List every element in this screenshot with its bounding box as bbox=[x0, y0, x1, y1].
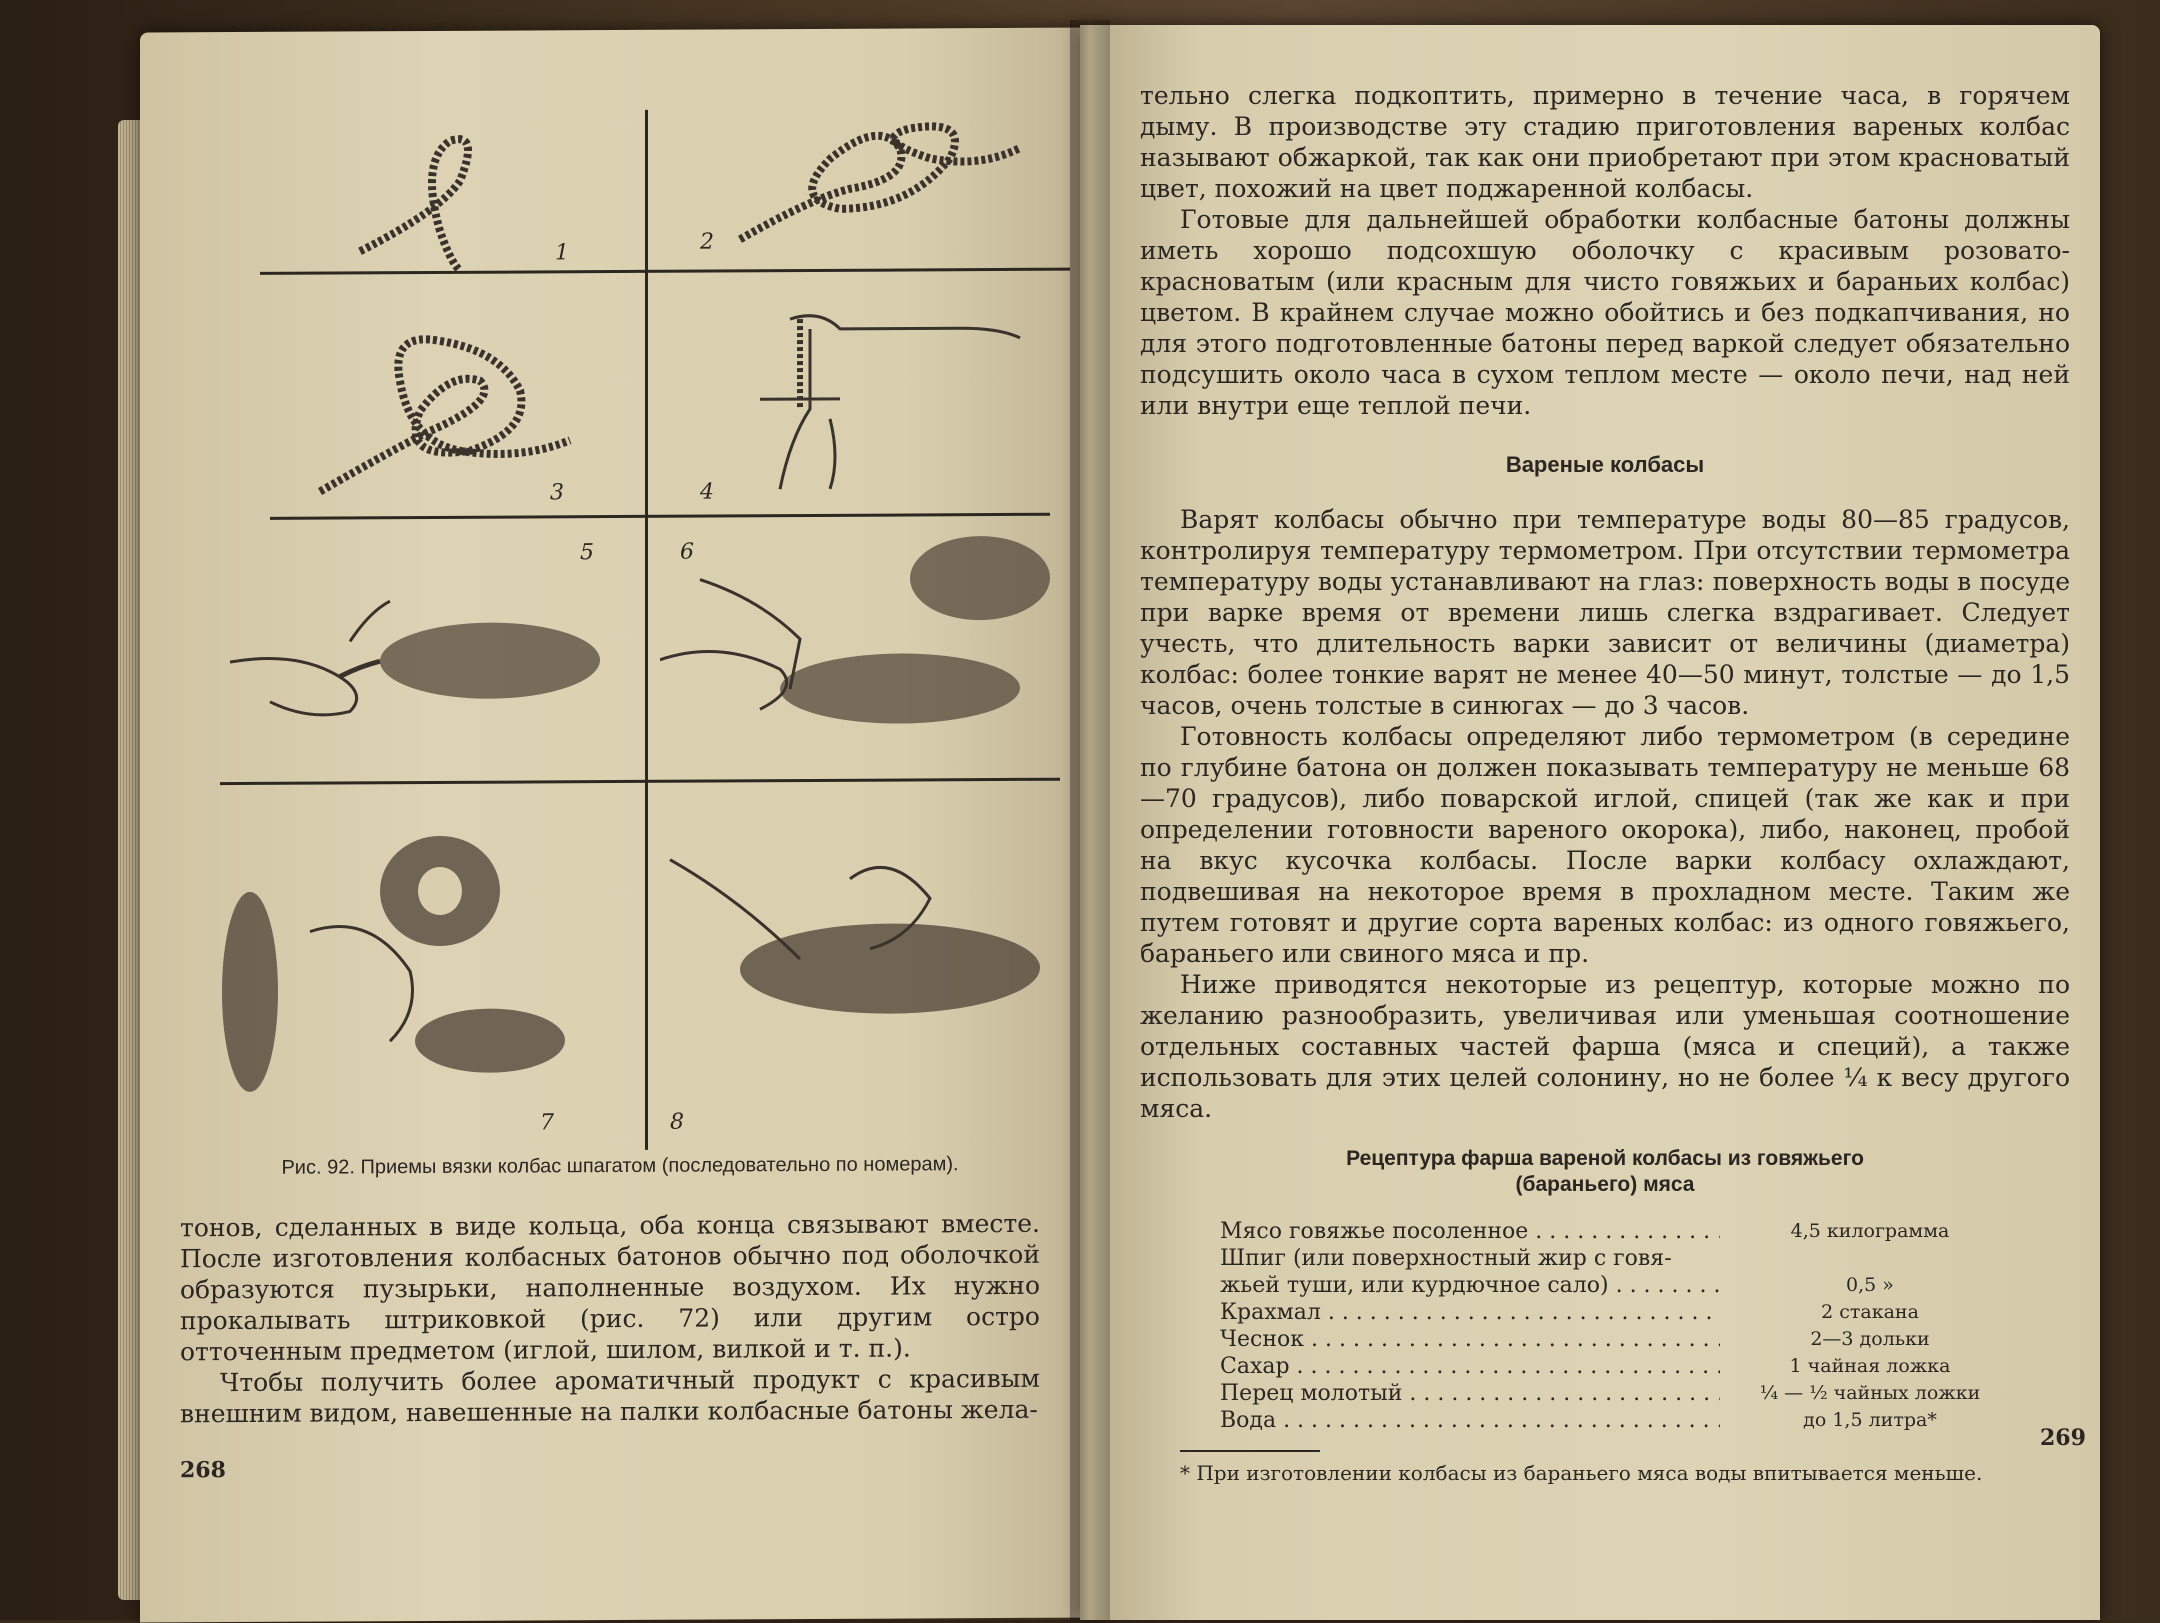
page-number-right: 269 bbox=[2040, 1425, 2086, 1451]
ingredient-name: Перец молотый . . . bbox=[1220, 1380, 1720, 1407]
recipe-row bbox=[1220, 1407, 2040, 1434]
left-page-text bbox=[180, 1208, 1040, 1430]
right-paragraph-5: Ниже приводятся некоторые из рецептур, которые можно по желанию разнообразить, увеличивая или уменьшая соотношение отдельных составных частей фарша (мяса и специй), а также использовать для этих целей солонину, но не более ¼ к весу другого мяса. bbox=[1140, 970, 2070, 1123]
footnote-divider bbox=[1180, 1450, 1320, 1452]
page-number-left: 268 bbox=[180, 1457, 226, 1484]
figure-number-4: 4 bbox=[700, 479, 714, 505]
figure-divider-3 bbox=[220, 778, 1060, 785]
ingredient-name: Шпиг (или поверхностный жир с говя- bbox=[1220, 1246, 1672, 1271]
section-heading: Вареные колбасы bbox=[1505, 452, 1705, 477]
recipe-row bbox=[1220, 1326, 2040, 1353]
figure-number-1: 1 bbox=[555, 240, 569, 266]
recipe-title-line-1: Рецептура фарша вареной колбасы из говяжьего bbox=[1346, 1147, 1864, 1170]
right-paragraph-3: Варят колбасы обычно при температуре воды 80—85 градусов, контролируя температуру термометром. При отсутствии термометра температуру воды устанавливают на глаз: поверхность воды в посуде при варке время от времени лишь слегка вздрагивает. Следует учесть, что длительность варки зависит от величины (диаметра) колбас: более тонкие варят не менее 40—50 минут, толстые — до 1,5 часов, очень толстые в синюгах — до 3 часов. bbox=[1140, 505, 2070, 720]
ingredient-name: Мясо говяжье посоленное . . . bbox=[1220, 1218, 1720, 1245]
recipe-row bbox=[1220, 1299, 2040, 1326]
recipe-row bbox=[1220, 1272, 2040, 1299]
recipe-title bbox=[1140, 1146, 2070, 1198]
ingredient-qty: 2—3 дольки bbox=[1810, 1328, 1930, 1350]
left-paragraph-2: Чтобы получить более ароматичный продукт с красивым внешним видом, навешенные на палки колбасные батоны жела- bbox=[180, 1363, 1040, 1429]
right-page bbox=[1080, 25, 2100, 1620]
ingredient-name: Вода . . . bbox=[1220, 1407, 1720, 1434]
recipe-title-line-2: (бараньего) мяса bbox=[1515, 1173, 1695, 1196]
right-paragraph-4: Готовность колбасы определяют либо термометром (в середине по глубине батона он должен показывать температуру не меньше 68—70 градусов), либо поварской иглой, спицей (так же как и при определении готовности вареного окорока), либо, наконец, пробой на вкус кусочка колбасы. После варки колбасу охлаждают, подвешивая на некоторое время в прохладном месте. Таким же путем готовят и другие сорта вареных колбас: из одного говяжьего, бараньего или свиного мяса и пр. bbox=[1140, 722, 2070, 968]
ingredient-name: Чеснок . . . bbox=[1220, 1326, 1720, 1353]
recipe-row bbox=[1220, 1245, 2040, 1272]
ingredient-qty: 1 чайная ложка bbox=[1789, 1355, 1951, 1377]
right-paragraph-2: Готовые для дальнейшей обработки колбасные батоны должны иметь хорошо подсохшую оболочку с красивым розовато-красноватым (или красным для чисто говяжьих и бараньих колбас) цветом. В крайнем случае можно обойтись и без подкапчивания, но для этого подготовленные батоны перед варкой следует обязательно подсушить около часа в сухом теплом месте — около печи, над ней или внутри еще теплой печи. bbox=[1140, 205, 2070, 420]
recipe-list bbox=[1220, 1218, 2040, 1434]
figure-number-6: 6 bbox=[680, 539, 694, 565]
ingredient-name: Сахар . . . bbox=[1220, 1353, 1720, 1380]
footnote: * При изготовлении колбасы из бараньего мяса воды впитывается меньше. bbox=[1180, 1461, 1983, 1485]
ingredient-name: жьей туши, или курдючное сало) . . . bbox=[1220, 1272, 1720, 1299]
ingredient-name: Крахмал . . . bbox=[1220, 1299, 1720, 1326]
figure-cell-7 bbox=[210, 810, 630, 1112]
left-page bbox=[140, 27, 1100, 1622]
figure-number-5: 5 bbox=[580, 540, 594, 566]
right-paragraph-1: тельно слегка подкоптить, примерно в течение часа, в горячем дыму. В производстве эту стадию приготовления вареных колбас называют обжаркой, так как они приобретают при этом красноватый цвет, похожий на цвет поджаренной колбасы. bbox=[1140, 81, 2070, 203]
figure-divider-vertical bbox=[645, 110, 648, 1150]
figure-number-2: 2 bbox=[700, 229, 714, 255]
figure-number-3: 3 bbox=[550, 480, 564, 506]
figure-cell-1 bbox=[340, 120, 580, 271]
ingredient-qty: до 1,5 литра* bbox=[1803, 1409, 1937, 1431]
recipe-row bbox=[1220, 1218, 2040, 1245]
ingredient-qty: 4,5 килограмма bbox=[1790, 1220, 1950, 1242]
figure-cell-5 bbox=[230, 580, 630, 772]
figure-number-8: 8 bbox=[670, 1109, 684, 1135]
figure-caption: Рис. 92. Приемы вязки колбас шпагатом (последовательно по номерам). bbox=[281, 1153, 959, 1179]
recipe-row bbox=[1220, 1380, 2040, 1407]
figure-cell-3 bbox=[300, 320, 600, 502]
figure-cell-4 bbox=[720, 298, 1040, 500]
figure-number-7: 7 bbox=[540, 1110, 554, 1136]
recipe-row bbox=[1220, 1353, 2040, 1380]
ingredient-qty: ¼ — ½ чайных ложки bbox=[1759, 1382, 1981, 1404]
ingredient-qty: 0,5 » bbox=[1846, 1274, 1894, 1296]
figure-cell-6 bbox=[660, 518, 1070, 770]
figure-cell-8 bbox=[660, 838, 1060, 1090]
figure-92 bbox=[200, 78, 1080, 1153]
figure-cell-2 bbox=[730, 98, 1030, 260]
ingredient-qty: 2 стакана bbox=[1821, 1301, 1919, 1323]
left-paragraph-1: тонов, сделанных в виде кольца, оба конца связывают вместе. После изготовления колбасных батонов обычно под оболочкой образуются пузырьки, наполненные воздухом. Их нужно прокалывать штриковкой (рис. 72) или другим остро отточенным предметом (иглой, шилом, вилкой и т. п.). bbox=[180, 1208, 1040, 1367]
book-gutter bbox=[1070, 20, 1110, 1620]
ingredient-qty bbox=[1720, 1245, 2020, 1272]
right-page-text bbox=[1140, 80, 2070, 1486]
